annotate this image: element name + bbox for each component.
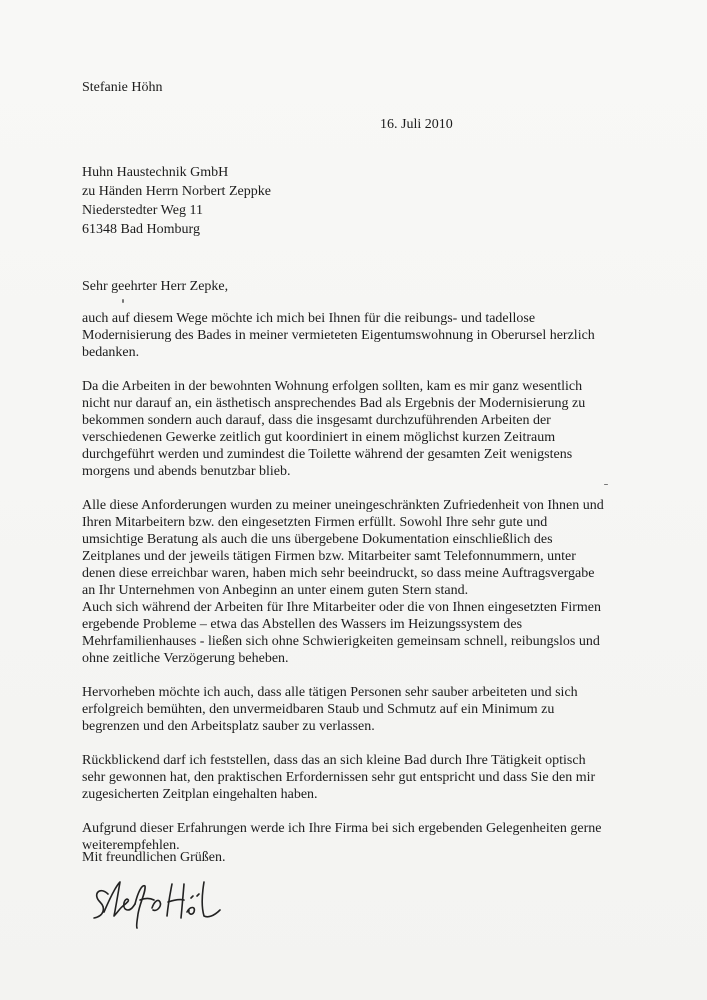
signature-drawing: [90, 872, 230, 932]
text-line: Hervorheben möchte ich auch, dass alle tätigen Personen sehr sauber arbeiteten und sich: [82, 685, 578, 700]
text-line: nicht nur darauf an, ein ästhetisch ansprechendes Bad als Ergebnis der Modernisierung zu: [82, 396, 586, 411]
text-line: Da die Arbeiten in der bewohnten Wohnung erfolgen sollten, kam es mir ganz wesentlich: [82, 379, 583, 394]
paragraph-requirements: [82, 378, 672, 480]
text-line: auch auf diesem Wege möchte ich mich bei Ihnen für die reibungs- und tadellose: [82, 311, 536, 326]
handwritten-signature: [90, 872, 230, 937]
text-line: erfolgreich bemühten, den unvermeidbaren Staub und Schmutz auf ein Minimum zu: [82, 702, 555, 717]
text-line: begrenzen und den Arbeitsplatz sauber zu verlassen.: [82, 719, 375, 734]
salutation: Sehr geehrter Herr Zepke,: [82, 279, 229, 294]
recipient-attention: zu Händen Herrn Norbert Zeppke: [82, 184, 271, 199]
closing-phrase: Mit freundlichen Grüßen.: [82, 850, 226, 865]
text-line: durchgeführt werden und zumindest die Toilette während der gesamten Zeit wenigstens: [82, 447, 573, 462]
text-line: morgens und abends benutzbar blieb.: [82, 464, 291, 479]
text-line: Rückblickend darf ich feststellen, dass das an sich kleine Bad durch Ihre Tätigkeit optisch: [82, 753, 586, 768]
text-line: weiterempfehlen.: [82, 838, 180, 853]
scan-speck: [604, 484, 608, 485]
text-line: zugesicherten Zeitplan eingehalten haben.: [82, 787, 318, 802]
paragraph-cleanliness: [82, 684, 672, 735]
text-line: ohne zeitliche Verzögerung beheben.: [82, 651, 289, 666]
text-line: sehr gewonnen hat, den praktischen Erfordernissen sehr gut entspricht und dass Sie den mir: [82, 770, 596, 785]
letter-date: 16. Juli 2010: [380, 117, 453, 132]
paragraph-thanks: [82, 310, 672, 361]
scan-speck: [122, 299, 124, 303]
text-line: bekommen sondern auch darauf, dass die insgesamt durchzuführenden Arbeiten der: [82, 413, 551, 428]
paragraph-recommendation: [82, 820, 672, 854]
sender-name: Stefanie Höhn: [82, 80, 163, 95]
text-line: Modernisierung des Bades in meiner vermieteten Eigentumswohnung in Oberursel herzlich: [82, 328, 595, 343]
text-line: denen diese erreichbar waren, haben mich sehr beeindruckt, so dass meine Auftragsvergabe: [82, 566, 595, 581]
letter-body: [82, 310, 672, 854]
recipient-address: [82, 163, 271, 239]
recipient-company: Huhn Haustechnik GmbH: [82, 165, 229, 180]
text-line: Auch sich während der Arbeiten für Ihre Mitarbeiter oder die von Ihnen eingesetzten Firmen: [82, 600, 601, 615]
recipient-city: 61348 Bad Homburg: [82, 222, 200, 237]
paragraph-retrospective: [82, 752, 672, 803]
text-line: bedanken.: [82, 345, 140, 360]
text-line: Ihren Mitarbeitern bzw. den eingesetzten Firmen erfüllt. Sowohl Ihre sehr gute und: [82, 515, 548, 530]
text-line: ergebende Probleme – etwa das Abstellen des Wassers im Heizungssystem des: [82, 617, 523, 632]
text-line: verschiedenen Gewerke zeitlich gut koordiniert in einem möglichst kurzen Zeitraum: [82, 430, 556, 445]
text-line: umsichtige Beratung als auch die uns übergebene Dokumentation einschließlich des: [82, 532, 553, 547]
paragraph-satisfaction: [82, 497, 672, 667]
text-line: Mehrfamilienhauses - ließen sich ohne Schwierigkeiten gemeinsam schnell, reibungslos und: [82, 634, 600, 649]
recipient-street: Niederstedter Weg 11: [82, 203, 203, 218]
text-line: Zeitplanes und der jeweils tätigen Firmen bzw. Mitarbeiter samt Telefonnummern, unter: [82, 549, 576, 564]
text-line: Alle diese Anforderungen wurden zu meiner uneingeschränkten Zufriedenheit von Ihnen und: [82, 498, 604, 513]
text-line: an Ihr Unternehmen von Anbeginn an unter einem guten Stern stand.: [82, 583, 469, 598]
text-line: Aufgrund dieser Erfahrungen werde ich Ihre Firma bei sich ergebenden Gelegenheiten gerne: [82, 821, 602, 836]
